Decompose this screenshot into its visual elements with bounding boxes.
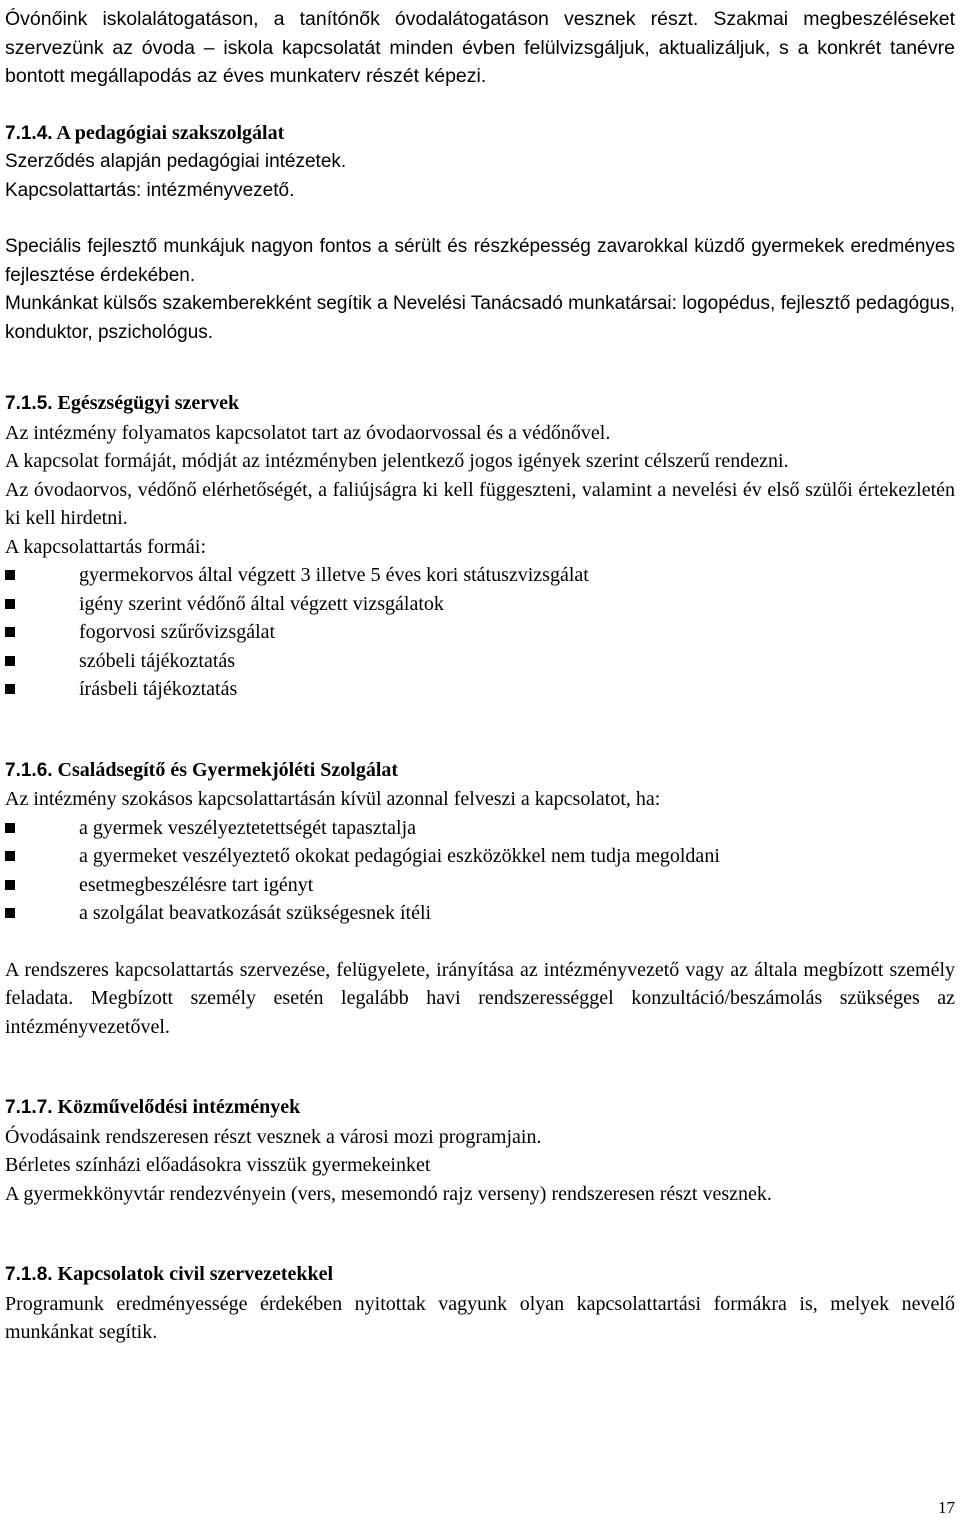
section-number: 7.1.5. bbox=[5, 393, 53, 414]
section-heading-7-1-4 bbox=[5, 119, 955, 149]
paragraph: Munkánkat külsős szakemberekként segítik a Nevelési Tanácsadó munkatársai: logopédus, fejlesztő pedagógus, konduktor, pszichológus. bbox=[5, 293, 955, 343]
list-item: szóbeli tájékoztatás bbox=[5, 647, 955, 676]
page-number: 17 bbox=[938, 1498, 955, 1517]
bullet-list bbox=[5, 561, 955, 704]
square-bullet-icon bbox=[5, 823, 15, 833]
text-line: Kapcsolattartás: intézményvezető. bbox=[5, 179, 295, 201]
paragraph: A kapcsolat formáját, módját az intézményben jelentkező jogos igények szerint célszerű rendezni. bbox=[5, 450, 789, 472]
square-bullet-icon bbox=[5, 627, 15, 637]
square-bullet-icon bbox=[5, 570, 15, 580]
section-number: 7.1.8. bbox=[5, 1264, 53, 1285]
list-item: a gyermek veszélyeztetettségét tapasztalja bbox=[5, 814, 955, 843]
paragraph: Az intézmény folyamatos kapcsolatot tart az óvodaorvossal és a védőnővel. bbox=[5, 421, 611, 444]
section-title: Családsegítő és Gyermekjóléti Szolgálat bbox=[57, 758, 399, 781]
square-bullet-icon bbox=[5, 684, 15, 694]
text-line: Óvodásaink rendszeresen részt vesznek a városi mozi programjain. bbox=[5, 1125, 542, 1148]
list-item: igény szerint védőnő által végzett vizsgálatok bbox=[5, 590, 955, 619]
list-item: fogorvosi szűrővizsgálat bbox=[5, 618, 955, 647]
list-item: írásbeli tájékoztatás bbox=[5, 675, 955, 704]
list-item: gyermekorvos által végzett 3 illetve 5 éves kori státuszvizsgálat bbox=[5, 561, 955, 590]
section-heading-7-1-5 bbox=[5, 389, 955, 419]
section-title: A pedagógiai szakszolgálat bbox=[56, 121, 285, 144]
list-intro: Az intézmény szokásos kapcsolattartásán kívül azonnal felveszi a kapcsolatot, ha: bbox=[5, 788, 661, 810]
text-line: Szerződés alapján pedagógiai intézetek. bbox=[5, 151, 347, 172]
square-bullet-icon bbox=[5, 851, 15, 861]
section-title: Egészségügyi szervek bbox=[57, 392, 240, 414]
paragraph: A gyermekkönyvtár rendezvényein (vers, mesemondó rajz verseny) rendszeresen részt vesznek. bbox=[5, 1182, 772, 1205]
section-number: 7.1.7. bbox=[5, 1097, 53, 1118]
section-title: Kapcsolatok civil szervezetekkel bbox=[57, 1263, 334, 1285]
list-item: a szolgálat beavatkozását szükségesnek ítéli bbox=[5, 899, 955, 928]
list-intro: A kapcsolattartás formái: bbox=[5, 535, 207, 558]
section-number: 7.1.6. bbox=[5, 759, 53, 781]
list-item: esetmegbeszélésre tart igényt bbox=[5, 871, 955, 900]
paragraph: Speciális fejlesztő munkájuk nagyon fontos a sérült és részképesség zavarokkal küzdő gyermekek eredményes fejlesztése érdekében. bbox=[5, 236, 955, 286]
document-page bbox=[5, 5, 955, 1347]
bullet-list bbox=[5, 814, 955, 928]
section-heading-7-1-6 bbox=[5, 756, 955, 786]
square-bullet-icon bbox=[5, 599, 15, 609]
text-line: Bérletes színházi előadásokra visszük gyermekeinket bbox=[5, 1154, 431, 1176]
paragraph: Programunk eredményessége érdekében nyitottak vagyunk olyan kapcsolattartási formákra is, melyek nevelő munkánkat segítik. bbox=[5, 1292, 955, 1343]
section-number: 7.1.4. bbox=[5, 122, 53, 144]
list-item: a gyermeket veszélyeztető okokat pedagógiai eszközökkel nem tudja megoldani bbox=[5, 842, 955, 871]
square-bullet-icon bbox=[5, 880, 15, 890]
square-bullet-icon bbox=[5, 908, 15, 918]
section-heading-7-1-8 bbox=[5, 1260, 955, 1290]
paragraph: A rendszeres kapcsolattartás szervezése, felügyelete, irányítása az intézményvezető vagy az általa megbízott személy feladata. Megbízott személy esetén legalább havi rendszerességgel konzultáció/beszámolás szükséges az intézményvezetővel. bbox=[5, 958, 955, 1038]
intro-paragraph: Óvónőink iskolalátogatáson, a tanítónők óvodalátogatáson vesznek részt. Szakmai megbeszéléseket szervezünk az óvoda – iskola kapcsolatát minden évben felülvizsgáljuk, aktualizáljuk, s a konkrét tanévre bontott megállapodás az éves munkaterv részét képezi. bbox=[5, 8, 955, 87]
section-title: Közművelődési intézmények bbox=[57, 1096, 301, 1118]
paragraph: Az óvodaorvos, védőnő elérhetőségét, a faliújságra ki kell függeszteni, valamint a nevelési év első szülői értekezletén ki kell hirdetni. bbox=[5, 478, 955, 529]
square-bullet-icon bbox=[5, 656, 15, 666]
section-heading-7-1-7 bbox=[5, 1093, 955, 1123]
